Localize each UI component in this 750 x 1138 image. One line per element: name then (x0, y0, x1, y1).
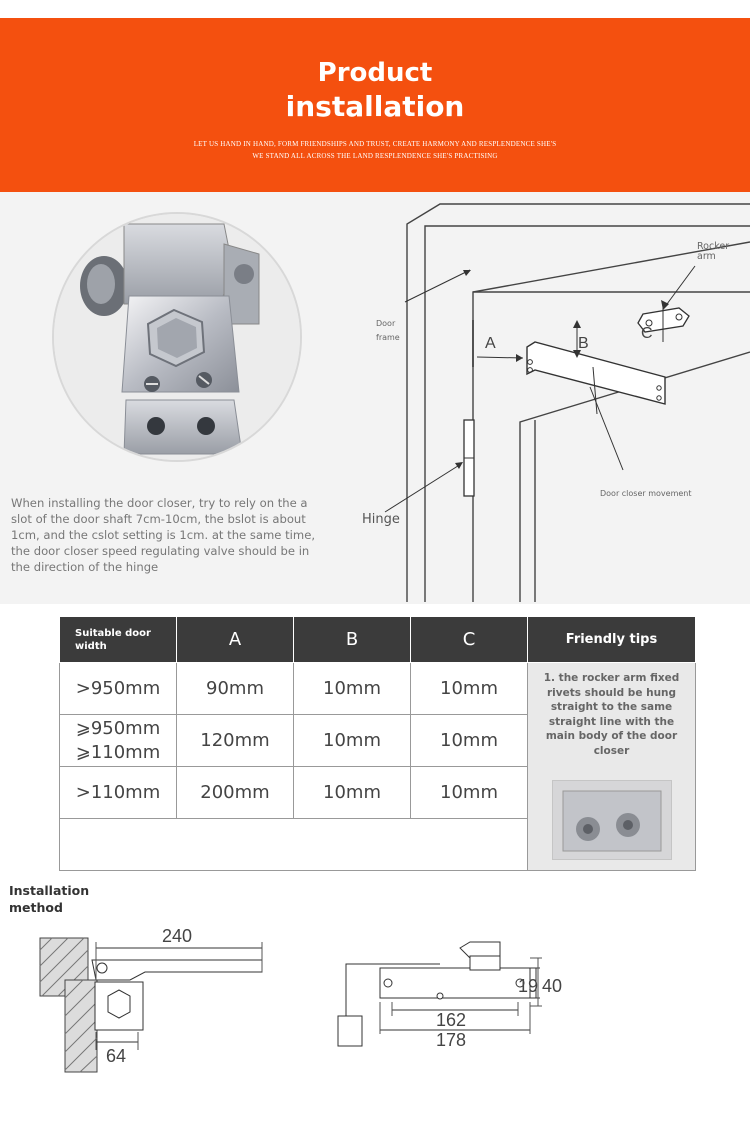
header-door-width-line2: width (75, 640, 107, 652)
dim-64: 64 (106, 1046, 127, 1066)
dim-letter-c: C (641, 325, 653, 342)
cell-b: 10mm (294, 663, 411, 715)
cell-a: 200mm (177, 767, 294, 819)
page-title-line2: installation (285, 90, 465, 123)
rocker-arm-label (697, 242, 729, 262)
cell-door-width (60, 715, 177, 767)
closer-movement-label: Door closer movement (600, 489, 692, 498)
friendly-tips-cell (528, 663, 696, 871)
cell-b: 10mm (294, 715, 411, 767)
friendly-tip-text: 1. the rocker arm fixed rivets should be hung straight to the same straight line with the main body of the door closer (543, 672, 680, 757)
empty-cell (60, 819, 528, 871)
cell-c: 10mm (411, 715, 528, 767)
rocker-arm-label-line1: Rocker (697, 241, 730, 252)
dim-letter-b: B (578, 335, 589, 352)
table-row (60, 663, 696, 715)
installation-note: When installing the door closer, try to rely on the a slot of the door shaft 7cm-10cm, the bslot is about 1cm, and the cslot setting is 1cm. at the same time, the door closer speed regulating valve should be in the direction of the hinge (11, 496, 316, 574)
method-title-line1: Installation (9, 883, 90, 898)
dim-162: 162 (436, 1010, 467, 1030)
door-frame-label (376, 317, 400, 345)
header-a: A (177, 617, 294, 663)
page-subtitle-line2: WE STAND ALL ACROSS THE LAND RESPLENDENCE SHE'S PRACTISING (252, 152, 498, 160)
arm-dimension-drawing (40, 926, 262, 1072)
cell-door-width: >950mm (60, 663, 177, 715)
cell-c: 10mm (411, 663, 528, 715)
door-frame-diagram (345, 192, 750, 604)
cell-door-width: >110mm (60, 767, 177, 819)
cell-a: 120mm (177, 715, 294, 767)
closer-dimension-drawing (338, 942, 562, 1050)
door-frame-label-line2: frame (376, 333, 400, 342)
rocker-arm-label-line2: arm (697, 251, 716, 262)
hinge-label: Hinge (362, 512, 400, 527)
header-b: B (294, 617, 411, 663)
cell-b: 10mm (294, 767, 411, 819)
header-door-width (60, 617, 177, 663)
cell-c: 10mm (411, 767, 528, 819)
spec-table (59, 616, 696, 871)
cell-door-width-line1: ⩾950mm (75, 717, 161, 739)
tip-bracket-illustration (553, 781, 671, 859)
table-header-row (60, 617, 696, 663)
installation-method-heading (9, 882, 109, 916)
dim-40: 40 (542, 976, 563, 996)
cell-door-width-line2: ⩾110mm (75, 741, 161, 763)
method-title-line2: method (9, 900, 63, 915)
page-subtitle-line1: LET US HAND IN HAND, FORM FRIENDSHIPS AND TRUST, CREATE HARMONY AND RESPLENDENCE SHE'S (193, 140, 557, 148)
header-banner (0, 18, 750, 192)
dim-19: 19 (518, 976, 539, 996)
door-frame-label-line1: Door (376, 319, 396, 328)
installation-dimension-drawings (30, 920, 750, 1080)
closer-bracket-illustration (54, 214, 300, 460)
dim-240: 240 (162, 926, 193, 946)
header-c: C (411, 617, 528, 663)
cell-a: 90mm (177, 663, 294, 715)
product-closeup-photo (52, 212, 302, 462)
dim-letter-a: A (485, 335, 496, 352)
dim-178: 178 (436, 1030, 467, 1050)
page-title-line1: Product (317, 58, 433, 88)
header-door-width-line1: Suitable door (75, 627, 151, 639)
tip-closeup-photo (552, 780, 672, 860)
header-friendly-tips: Friendly tips (528, 617, 696, 663)
